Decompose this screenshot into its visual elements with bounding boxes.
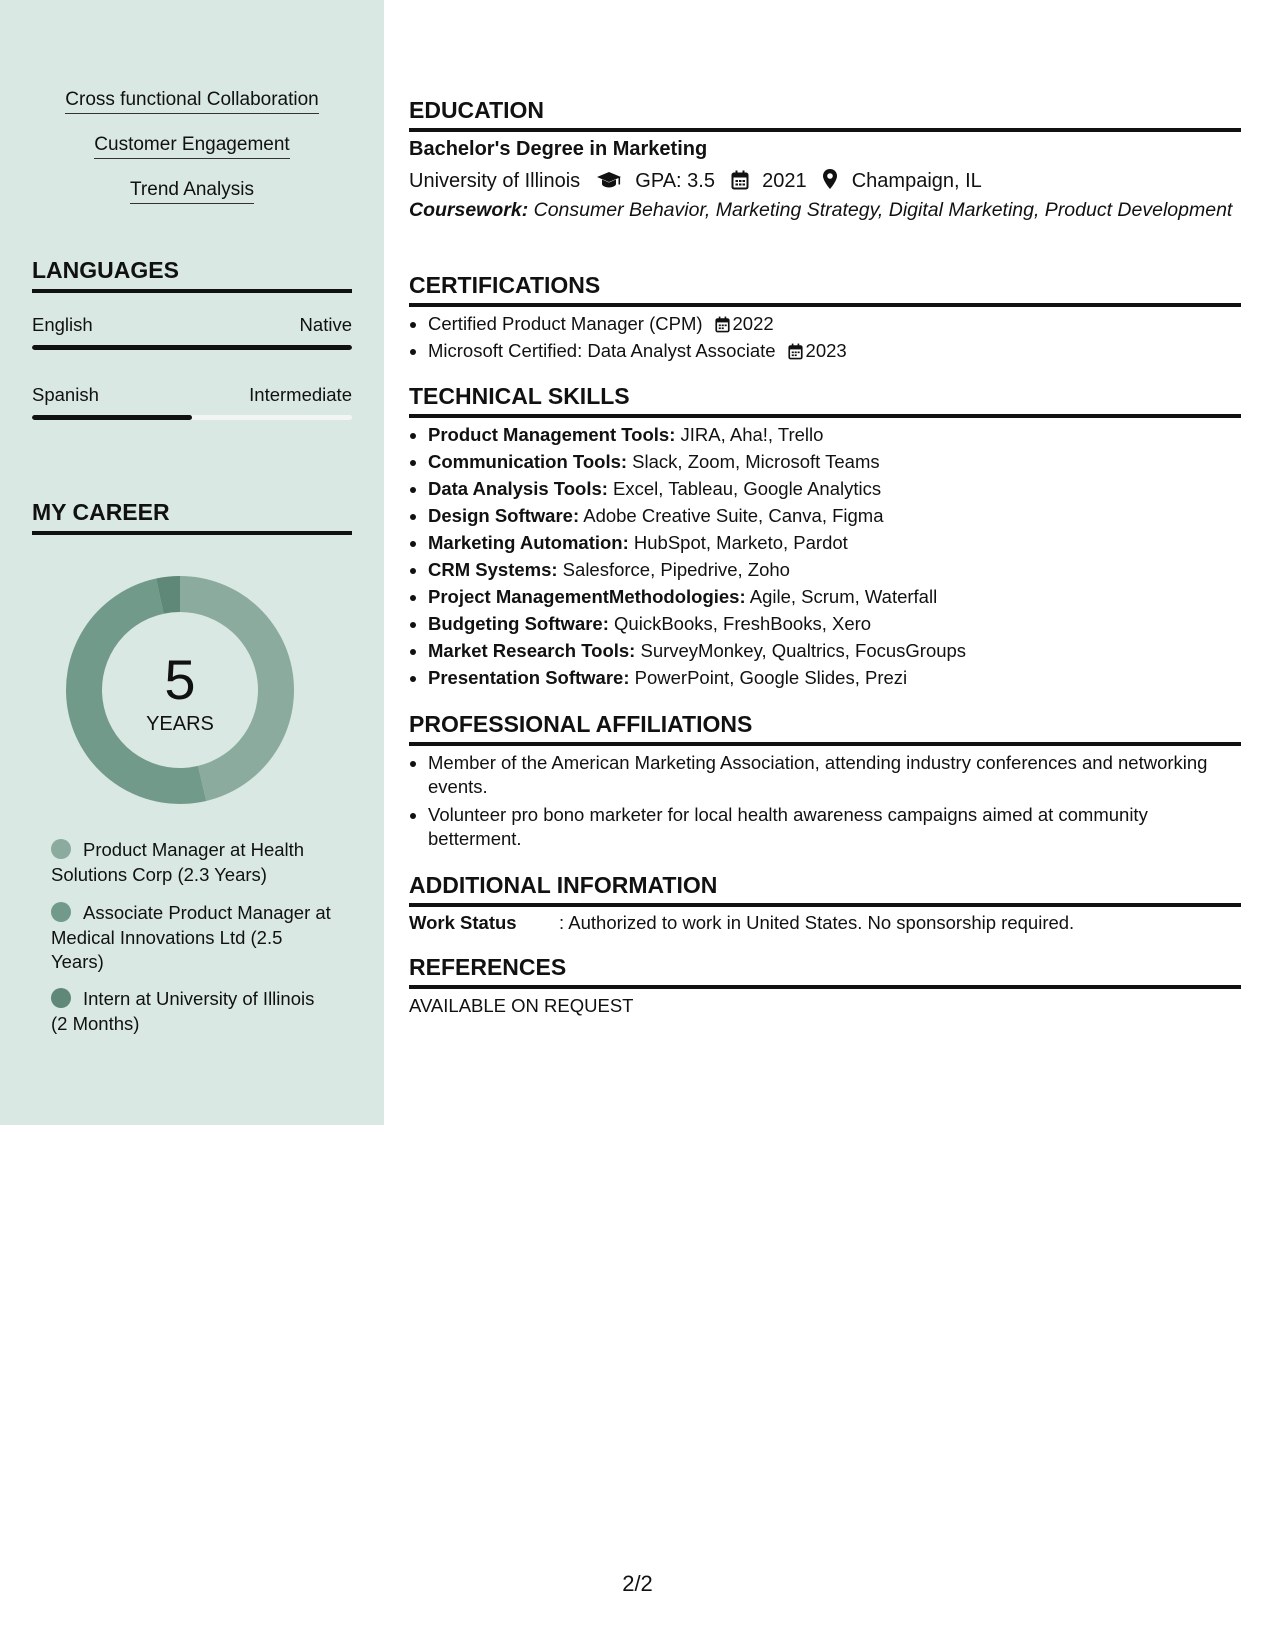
work-status-row xyxy=(409,911,1074,935)
language-proficiency-bar xyxy=(32,345,352,350)
language-proficiency-fill xyxy=(32,345,352,350)
technical-skill-item xyxy=(428,558,1241,582)
calendar-icon xyxy=(788,343,803,360)
certification-item xyxy=(428,339,1241,363)
coursework-list: Consumer Behavior, Marketing Strategy, Digital Marketing, Product Development xyxy=(528,199,1233,221)
education-year: 2021 xyxy=(762,170,807,192)
technical-skill-value: Excel, Tableau, Google Analytics xyxy=(607,478,882,499)
technical-skill-value: Agile, Scrum, Waterfall xyxy=(745,586,938,607)
certification-year: 2022 xyxy=(732,313,774,334)
technical-skill-value: Adobe Creative Suite, Canva, Figma xyxy=(579,505,884,526)
technical-skill-label: Market Research Tools: xyxy=(428,640,636,661)
technical-skill-value: SurveyMonkey, Qualtrics, FocusGroups xyxy=(635,640,967,661)
education-degree: Bachelor's Degree in Marketing xyxy=(409,138,708,160)
graduation-cap-icon xyxy=(596,170,622,190)
language-name: English xyxy=(32,314,93,335)
technical-skill-value: QuickBooks, FreshBooks, Xero xyxy=(608,613,872,634)
skill-tag: Cross functional Collaboration xyxy=(65,88,318,114)
technical-skills-list xyxy=(409,423,1241,693)
skill-tag: Trend Analysis xyxy=(130,178,254,204)
career-legend-item xyxy=(51,987,331,1036)
sidebar xyxy=(0,0,384,1125)
career-legend-item xyxy=(51,901,331,975)
technical-skill-label: Data Analysis Tools: xyxy=(428,478,608,499)
technical-skill-label: Product Management Tools: xyxy=(428,424,676,445)
technical-skill-value: Slack, Zoom, Microsoft Teams xyxy=(627,451,880,472)
education-coursework xyxy=(409,198,1241,223)
language-proficiency-fill xyxy=(32,415,192,420)
technical-skill-item xyxy=(428,666,1241,690)
career-legend-item xyxy=(51,838,331,887)
education-location: Champaign, IL xyxy=(851,170,982,192)
technical-skill-value: HubSpot, Marketo, Pardot xyxy=(628,532,848,553)
legend-dot xyxy=(51,902,71,922)
education-school: University of Illinois xyxy=(409,170,581,192)
technical-skill-item xyxy=(428,450,1241,474)
technical-skill-value: PowerPoint, Google Slides, Prezi xyxy=(629,667,908,688)
technical-skill-value: JIRA, Aha!, Trello xyxy=(675,424,824,445)
education-gpa: GPA: 3.5 xyxy=(635,170,715,192)
career-total-years: 5 xyxy=(164,648,196,711)
languages-heading: LANGUAGES xyxy=(32,256,352,293)
technical-skill-label: Marketing Automation: xyxy=(428,532,629,553)
skills-list xyxy=(0,88,384,223)
education-meta xyxy=(409,168,982,194)
skill-tag: Customer Engagement xyxy=(94,133,289,159)
career-legend-label: Associate Product Manager at Medical Innovations Ltd (2.5 Years) xyxy=(51,902,331,972)
technical-skill-item xyxy=(428,477,1241,501)
language-row xyxy=(32,384,352,406)
technical-skill-item xyxy=(428,612,1241,636)
language-level: Intermediate xyxy=(249,384,352,405)
career-legend-label: Intern at University of Illinois (2 Months) xyxy=(51,988,315,1034)
language-level: Native xyxy=(299,314,352,335)
career-legend-label: Product Manager at Health Solutions Corp (2.3 Years) xyxy=(51,839,305,885)
legend-dot xyxy=(51,988,71,1008)
calendar-icon xyxy=(731,170,749,190)
certifications-list xyxy=(409,312,1241,366)
technical-skill-item xyxy=(428,423,1241,447)
certifications-heading: CERTIFICATIONS xyxy=(409,271,1241,307)
affiliation-item: • Volunteer pro bono marketer for local health awareness campaigns aimed at community betterment. xyxy=(428,803,1241,851)
certification-name: Microsoft Certified: Data Analyst Associate xyxy=(428,340,776,361)
language-name: Spanish xyxy=(32,384,99,405)
page-number: 2/2 xyxy=(622,1571,653,1596)
technical-skill-item xyxy=(428,585,1241,609)
technical-skill-label: CRM Systems: xyxy=(428,559,558,580)
career-heading: MY CAREER xyxy=(32,498,352,535)
technical-skill-label: Presentation Software: xyxy=(428,667,630,688)
technical-skill-label: Budgeting Software: xyxy=(428,613,609,634)
career-total-unit: YEARS xyxy=(146,713,214,735)
education-heading: EDUCATION xyxy=(409,96,1241,132)
language-row xyxy=(32,314,352,336)
coursework-label: Coursework: xyxy=(409,199,529,221)
certification-name: Certified Product Manager (CPM) xyxy=(428,313,703,334)
technical-skill-item xyxy=(428,531,1241,555)
language-proficiency-bar xyxy=(32,415,352,420)
affiliation-item: • Member of the American Marketing Association, attending industry conferences and networking events. xyxy=(428,751,1241,799)
career-donut-chart xyxy=(66,576,294,804)
technical-skill-value: Salesforce, Pipedrive, Zoho xyxy=(557,559,790,580)
references-text: AVAILABLE ON REQUEST xyxy=(409,995,634,1016)
affiliations-list xyxy=(409,751,1241,855)
technical-skill-label: Communication Tools: xyxy=(428,451,628,472)
technical-skill-label: Design Software: xyxy=(428,505,580,526)
additional-info-heading: ADDITIONAL INFORMATION xyxy=(409,871,1241,907)
technical-skill-label: Project ManagementMethodologies: xyxy=(428,586,746,607)
work-status-value: : Authorized to work in United States. No sponsorship required. xyxy=(559,912,1075,933)
location-pin-icon xyxy=(822,168,838,190)
technical-skills-heading: TECHNICAL SKILLS xyxy=(409,382,1241,418)
certification-year: 2023 xyxy=(805,340,847,361)
calendar-icon xyxy=(715,316,730,333)
affiliations-heading: PROFESSIONAL AFFILIATIONS xyxy=(409,710,1241,746)
donut-center xyxy=(66,576,294,804)
technical-skill-item xyxy=(428,504,1241,528)
references-heading: REFERENCES xyxy=(409,953,1241,989)
legend-dot xyxy=(51,839,71,859)
certification-item xyxy=(428,312,1241,336)
work-status-label: Work Status xyxy=(409,912,517,933)
technical-skill-item xyxy=(428,639,1241,663)
